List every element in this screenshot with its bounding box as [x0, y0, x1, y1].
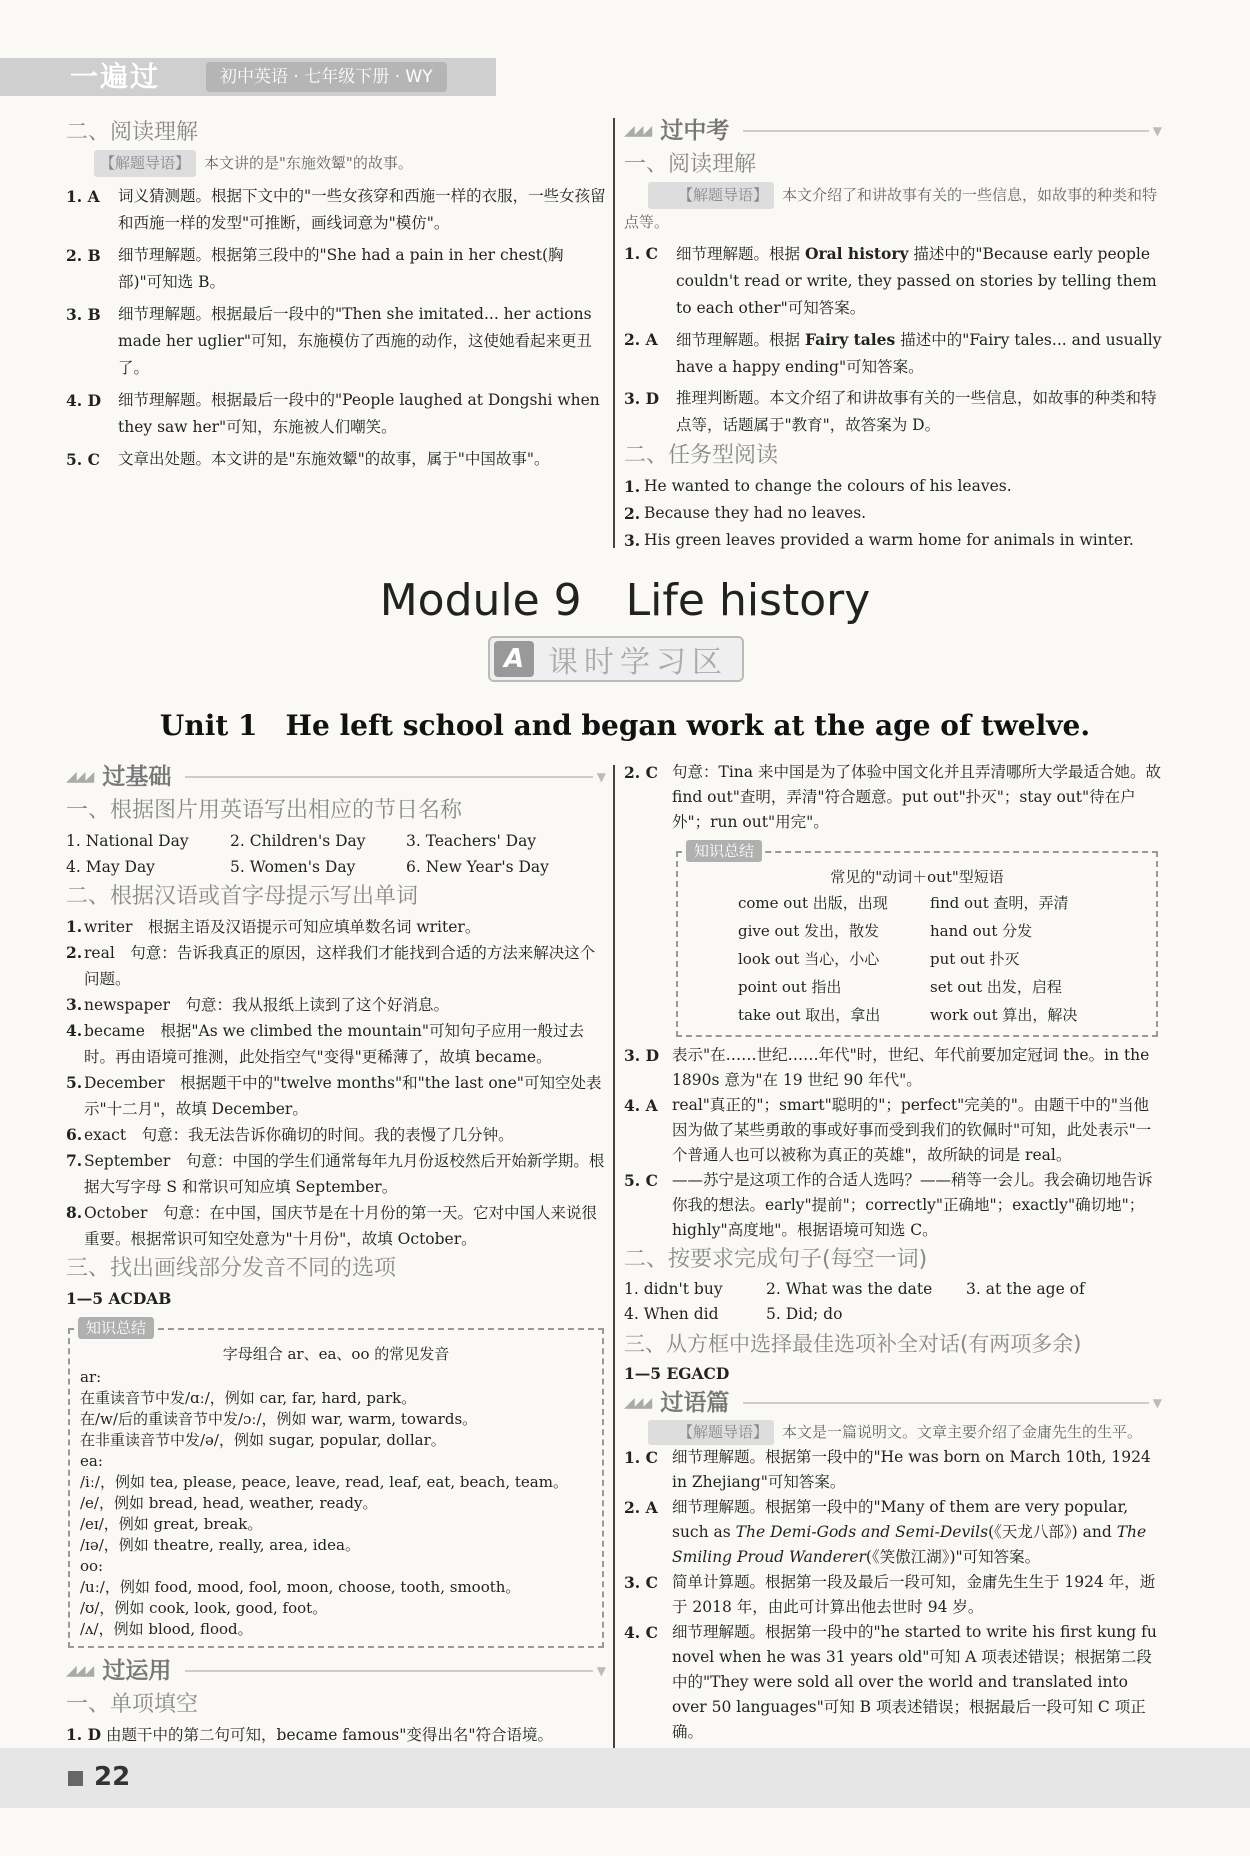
- zone-letter: A: [494, 641, 534, 677]
- answer-key: 1—5 EGACD: [624, 1364, 730, 1383]
- word-answer: [66, 914, 606, 940]
- answer-number: 7.: [66, 1151, 83, 1170]
- festival-answer: 6. New Year's Day: [406, 858, 549, 876]
- triangle-icon: ▼: [596, 770, 606, 784]
- answer-number: 3.: [624, 531, 641, 550]
- answer-text: newspaper 句意：我从报纸上读到了这个好消息。: [84, 996, 450, 1014]
- section-heading: 三、从方框中选择最佳选项补全对话(有两项多余): [624, 1332, 1082, 1356]
- task-answer: [624, 473, 1162, 500]
- answer-item: [624, 385, 1162, 439]
- zone-text: 课时学习区: [548, 645, 728, 680]
- sentence-answers: [624, 1277, 1162, 1327]
- answer-item: [624, 326, 1162, 381]
- answer-number: 5. C: [66, 450, 100, 469]
- festival-answer: 4. May Day: [66, 858, 155, 876]
- answer-item: [66, 1722, 606, 1748]
- answer-number: 6.: [66, 1125, 83, 1144]
- answer-number: 2. C: [624, 763, 658, 782]
- answer-text: October 句意：在中国，国庆节是在十月份的第一天。它对中国人来说很重要。根据常识可知空处意为"十月份"，故填 October。: [84, 1204, 597, 1248]
- stage-mark-icon: ◢◢◢: [624, 122, 651, 139]
- answer-number: 4. A: [624, 1096, 658, 1115]
- stage-rule: [743, 1402, 1148, 1404]
- knowledge-summary-box: [68, 1319, 604, 1648]
- answer-text-part: (《天龙八部》) and: [988, 1523, 1117, 1541]
- answer-number: 1.: [66, 917, 83, 936]
- answer-text-bold: Fairy tales: [804, 330, 896, 349]
- summary-heading: 常见的"动词＋out"型短语: [830, 868, 1004, 886]
- stage-mark-icon: ◢◢◢: [66, 1663, 93, 1679]
- festival-answer: 5. Women's Day: [230, 858, 356, 876]
- phrase-list: [738, 890, 1146, 1029]
- answer-text: exact 句意：我无法告诉你确切的时间。我的表慢了几分钟。: [84, 1126, 514, 1144]
- answer-item: [624, 1043, 1162, 1093]
- brand-logo: 一遍过: [70, 60, 161, 93]
- triangle-icon: ▼: [1152, 123, 1162, 138]
- sentence-answer: 5. Did; do: [766, 1305, 843, 1323]
- answer-item: [624, 1495, 1162, 1570]
- section-heading: 一、根据图片用英语写出相应的节日名称: [66, 798, 463, 823]
- summary-line: /iː/，例如 tea, please, peace, leave, read, leaf, eat, beach, team。: [80, 1473, 568, 1491]
- stage-mark-icon: ◢◢◢: [624, 1394, 651, 1411]
- answer-number: 4.: [66, 1021, 83, 1040]
- tip: [94, 150, 606, 177]
- stage-heading: [66, 760, 606, 794]
- stage-title: 过基础: [102, 764, 172, 790]
- answer-number: 5.: [66, 1073, 83, 1092]
- summary-line: /ɪə/，例如 theatre, really, area, idea。: [80, 1536, 360, 1554]
- summary-heading: 字母组合 ar、ea、oo 的常见发音: [222, 1345, 450, 1363]
- answer-number: 1.: [624, 477, 641, 496]
- answer-text: He wanted to change the colours of his leaves.: [644, 477, 1012, 495]
- knowledge-summary-box: [676, 842, 1158, 1037]
- summary-line: ar:: [80, 1368, 102, 1386]
- answer-item: [66, 301, 606, 382]
- word-answer: [66, 1200, 606, 1252]
- book-title: The Demi-Gods and Semi-Devils: [735, 1523, 989, 1541]
- summary-line: 在非重读音节中发/ə/，例如 sugar, popular, dollar。: [80, 1431, 446, 1449]
- stage-rule: [743, 130, 1148, 132]
- stage-title: 过语篇: [660, 1389, 730, 1416]
- answer-number: 1. C: [624, 244, 658, 263]
- phrase: put out 扑灭: [930, 950, 1020, 968]
- answer-number: 3.: [66, 995, 83, 1014]
- study-zone-badge: [488, 636, 744, 682]
- summary-line: /e/，例如 bread, head, weather, ready。: [80, 1494, 378, 1512]
- summary-tag: 知识总结: [686, 840, 762, 862]
- answer-text: [672, 1495, 1162, 1570]
- phrase: take out 取出，拿出: [738, 1006, 881, 1024]
- task-answer: [624, 500, 1162, 527]
- answer-number: 8.: [66, 1203, 83, 1222]
- answer-item: [624, 1620, 1162, 1745]
- word-answer: [66, 940, 606, 992]
- festival-answers: [66, 828, 606, 880]
- answer-text: 由题干中的第二句可知，became famous"变得出名"符合语境。: [106, 1726, 554, 1744]
- phrase: set out 出发，启程: [930, 978, 1062, 996]
- answer-number: 1. A: [66, 187, 100, 206]
- answer-item: [66, 183, 606, 237]
- phrase: find out 查明，弄清: [930, 894, 1069, 912]
- tip-text: 本文介绍了和讲故事有关的一些信息，如故事的种类和特点等。: [624, 186, 1158, 231]
- page-number: 22: [94, 1762, 131, 1792]
- answer-text: 文章出处题。本文讲的是"东施效颦"的故事，属于"中国故事"。: [118, 450, 550, 468]
- answer-text: His green leaves provided a warm home for animals in winter.: [644, 531, 1134, 549]
- phrase: come out 出版，出现: [738, 894, 888, 912]
- task-answer: [624, 527, 1162, 554]
- tip-label: 【解题导语】: [94, 150, 196, 177]
- summary-tag: 知识总结: [78, 1317, 154, 1339]
- phrase: hand out 分发: [930, 922, 1033, 940]
- right-bottom-column: [624, 760, 1162, 1745]
- stage-title: 过运用: [102, 1658, 172, 1684]
- answer-item: [66, 242, 606, 296]
- stage-heading: [624, 1386, 1162, 1420]
- answer-key: 1—5 ACDAB: [66, 1289, 172, 1308]
- answer-text: 细节理解题。根据最后一段中的"Then she imitated... her actions made her uglier"可知，东施模仿了西施的动作，这使她看起来更丑了。: [118, 305, 592, 377]
- word-answer: [66, 992, 606, 1018]
- stage-rule: [185, 1670, 592, 1672]
- answer-text-part: 描述中的"Because early people couldn't read or write, they passed on stories by telling them to each other"可知答案。: [676, 245, 1157, 317]
- answer-item: [624, 1570, 1162, 1620]
- festival-answer: 1. National Day: [66, 832, 189, 850]
- phrase: point out 指出: [738, 978, 842, 996]
- summary-line: /ʊ/，例如 cook, look, good, foot。: [80, 1599, 328, 1617]
- sentence-answer: 4. When did: [624, 1305, 719, 1323]
- tip-label: 【解题导语】: [648, 182, 774, 209]
- summary-line: oo:: [80, 1557, 104, 1575]
- tip: [624, 1420, 1162, 1445]
- answer-number: 2. A: [624, 1498, 658, 1517]
- summary-line: /eɪ/，例如 great, break。: [80, 1515, 263, 1533]
- summary-line: 在重读音节中发/ɑː/，例如 car, far, hard, park。: [80, 1389, 417, 1407]
- stage-mark-icon: ◢◢◢: [66, 769, 93, 785]
- answer-text-part: 描述中的"Fairy tales... and usually have a happy ending"可知答案。: [676, 331, 1162, 376]
- answer-item: [624, 1093, 1162, 1168]
- answer-text: 表示"在……世纪……年代"时，世纪、年代前要加定冠词 the。in the 1890s 意为"在 19 世纪 90 年代"。: [672, 1046, 1150, 1089]
- answer-number: 2. A: [624, 330, 658, 349]
- tip: [624, 182, 1162, 236]
- section-heading: 一、单项填空: [66, 1692, 199, 1717]
- phrase: give out 发出，散发: [738, 922, 880, 940]
- summary-line: ea:: [80, 1452, 103, 1470]
- answer-number: 2.: [66, 943, 83, 962]
- column-divider: [613, 765, 615, 1770]
- answer-text-part: (《笑傲江湖》)"可知答案。: [865, 1548, 1041, 1566]
- word-answer: [66, 1070, 606, 1122]
- answer-number: 3. D: [624, 389, 660, 408]
- book-tag: 初中英语 · 七年级下册 · WY: [206, 62, 447, 92]
- triangle-icon: ▼: [1152, 1395, 1162, 1410]
- answer-number: 3. B: [66, 305, 101, 324]
- left-bottom-column: [66, 756, 606, 1748]
- answer-text: ——苏宁是这项工作的合适人选吗？——稍等一会儿。我会确切地告诉你我的想法。early"提前"；correctly"正确地"；exactly"确切地"；highly"高度地"。根据语境可知选 C。: [672, 1171, 1153, 1239]
- answer-number: 2.: [624, 504, 641, 523]
- section-heading: 二、根据汉语或首字母提示写出单词: [66, 884, 419, 909]
- answer-text: 细节理解题。根据最后一段中的"People laughed at Dongshi when they saw her"可知，东施被人们嘲笑。: [118, 391, 600, 436]
- module-title: Module 9 Life history: [379, 575, 871, 626]
- word-answer: [66, 1122, 606, 1148]
- answer-text: 简单计算题。根据第一段及最后一段可知，金庸先生生于 1924 年，逝于 2018 年，由此可计算出他去世时 94 岁。: [672, 1573, 1156, 1616]
- answer-text: 细节理解题。根据第一段中的"he started to write his first kung fu novel when he was 31 years old"可知 A 项表述错误；根据第二段中的"They were sold all over the world and translated into over 50 languages"可知 B 项表述错误；根据最后一段可知 C 项正确。: [672, 1623, 1157, 1741]
- answer-text-part: 细节理解题。根据第一段中的"Many of them are very popular, such as: [672, 1498, 1129, 1541]
- answer-text-bold: Oral history: [804, 244, 909, 263]
- tip-text: 本文是一篇说明文。文章主要介绍了金庸先生的生平。: [782, 1423, 1143, 1441]
- summary-line: /ʌ/，例如 blood, flood。: [80, 1620, 253, 1638]
- triangle-icon: ▼: [596, 1664, 606, 1678]
- answer-text-part: 细节理解题。根据: [676, 245, 805, 263]
- word-answer: [66, 1148, 606, 1200]
- footer-band: [0, 1748, 1250, 1808]
- answer-item: [624, 760, 1162, 835]
- word-answer: [66, 1018, 606, 1070]
- phrase: work out 算出，解决: [930, 1006, 1078, 1024]
- answer-text: 推理判断题。本文介绍了和讲故事有关的一些信息，如故事的种类和特点等，话题属于"教育"，故答案为 D。: [676, 389, 1157, 434]
- answer-number: 3. C: [624, 1573, 658, 1592]
- answer-text: 句意：Tina 来中国是为了体验中国文化并且弄清哪所大学最适合她。故 find out"查明，弄清"符合题意。put out"扑灭"；stay out"待在户外"；run out"用完"。: [672, 763, 1161, 831]
- left-top-column: [66, 116, 606, 473]
- summary-line: 在/w/后的重读音节中发/ɔː/，例如 war, warm, towards。: [80, 1410, 478, 1428]
- sentence-answer: 1. didn't buy: [624, 1280, 723, 1298]
- festival-answer: 2. Children's Day: [230, 832, 366, 850]
- phrase: look out 当心，小心: [738, 950, 880, 968]
- section-heading: 二、阅读理解: [66, 120, 199, 145]
- answer-text: September 句意：中国的学生们通常每年九月份返校然后开始新学期。根据大写字母 S 和常识可知应填 September。: [84, 1152, 605, 1196]
- section-heading: 三、找出画线部分发音不同的选项: [66, 1256, 397, 1281]
- section-heading: 二、任务型阅读: [624, 443, 779, 468]
- answer-text: [676, 240, 1162, 322]
- festival-answer: 3. Teachers' Day: [406, 832, 537, 850]
- column-divider: [613, 118, 615, 548]
- summary-line: /uː/，例如 food, mood, fool, moon, choose, tooth, smooth。: [80, 1578, 521, 1596]
- answer-text: writer 根据主语及汉语提示可知应填单数名词 writer。: [84, 918, 481, 936]
- stage-heading: [66, 1654, 606, 1688]
- answer-text: became 根据"As we climbed the mountain"可知句子应用一般过去时。再由语境可推测，此处指空气"变得"更稀薄了，故填 became。: [84, 1022, 585, 1066]
- answer-item: [66, 446, 606, 473]
- answer-text: [676, 326, 1162, 381]
- stage-title: 过中考: [660, 117, 730, 144]
- page-marker: [68, 1771, 83, 1786]
- answer-text: Because they had no leaves.: [644, 504, 867, 522]
- stage-rule: [185, 776, 592, 778]
- answer-text: 词义猜测题。根据下文中的"一些女孩穿和西施一样的衣服，一些女孩留和西施一样的发型"可推断，画线词意为"模仿"。: [118, 187, 606, 232]
- answer-number: 1. D: [66, 1725, 102, 1744]
- sentence-answer: 3. at the age of: [966, 1280, 1085, 1298]
- unit-title: Unit 1 He left school and began work at the age of twelve.: [159, 709, 1091, 742]
- answer-number: 4. D: [66, 391, 102, 410]
- answer-item: [624, 1168, 1162, 1243]
- answer-text: December 根据题干中的"twelve months"和"the last one"可知空处表示"十二月"，故填 December。: [84, 1074, 602, 1118]
- answer-number: 1. C: [624, 1448, 658, 1467]
- answer-text: real"真正的"；smart"聪明的"；perfect"完美的"。由题干中的"当他因为做了某些勇敢的事或好事而受到我们的钦佩时"可知，此处表示"一个普通人也可以被称为真正的英雄"，故所缺的词是 real。: [672, 1096, 1152, 1164]
- answer-number: 5. C: [624, 1171, 658, 1190]
- answer-number: 4. C: [624, 1623, 658, 1642]
- answer-number: 2. B: [66, 246, 101, 265]
- answer-item: [624, 240, 1162, 322]
- book-title: The Smiling Proud Wanderer: [672, 1523, 1147, 1566]
- answer-item: [66, 387, 606, 441]
- answer-text: 细节理解题。根据第一段中的"He was born on March 10th, 1924 in Zhejiang"可知答案。: [672, 1448, 1151, 1491]
- answer-text: 细节理解题。根据第三段中的"She had a pain in her chest(胸部)"可知选 B。: [118, 246, 564, 291]
- answer-text-part: 细节理解题。根据: [676, 331, 805, 349]
- right-top-column: [624, 110, 1162, 554]
- answer-text: real 句意：告诉我真正的原因，这样我们才能找到合适的方法来解决这个问题。: [84, 944, 596, 988]
- section-heading: 二、按要求完成句子(每空一词): [624, 1247, 928, 1272]
- answer-number: 3. D: [624, 1046, 660, 1065]
- answer-item: [624, 1445, 1162, 1495]
- tip-label: 【解题导语】: [648, 1420, 774, 1445]
- stage-heading: [624, 114, 1162, 148]
- tip-text: 本文讲的是"东施效颦"的故事。: [204, 154, 413, 172]
- section-heading: 一、阅读理解: [624, 152, 757, 177]
- sentence-answer: 2. What was the date: [766, 1280, 933, 1298]
